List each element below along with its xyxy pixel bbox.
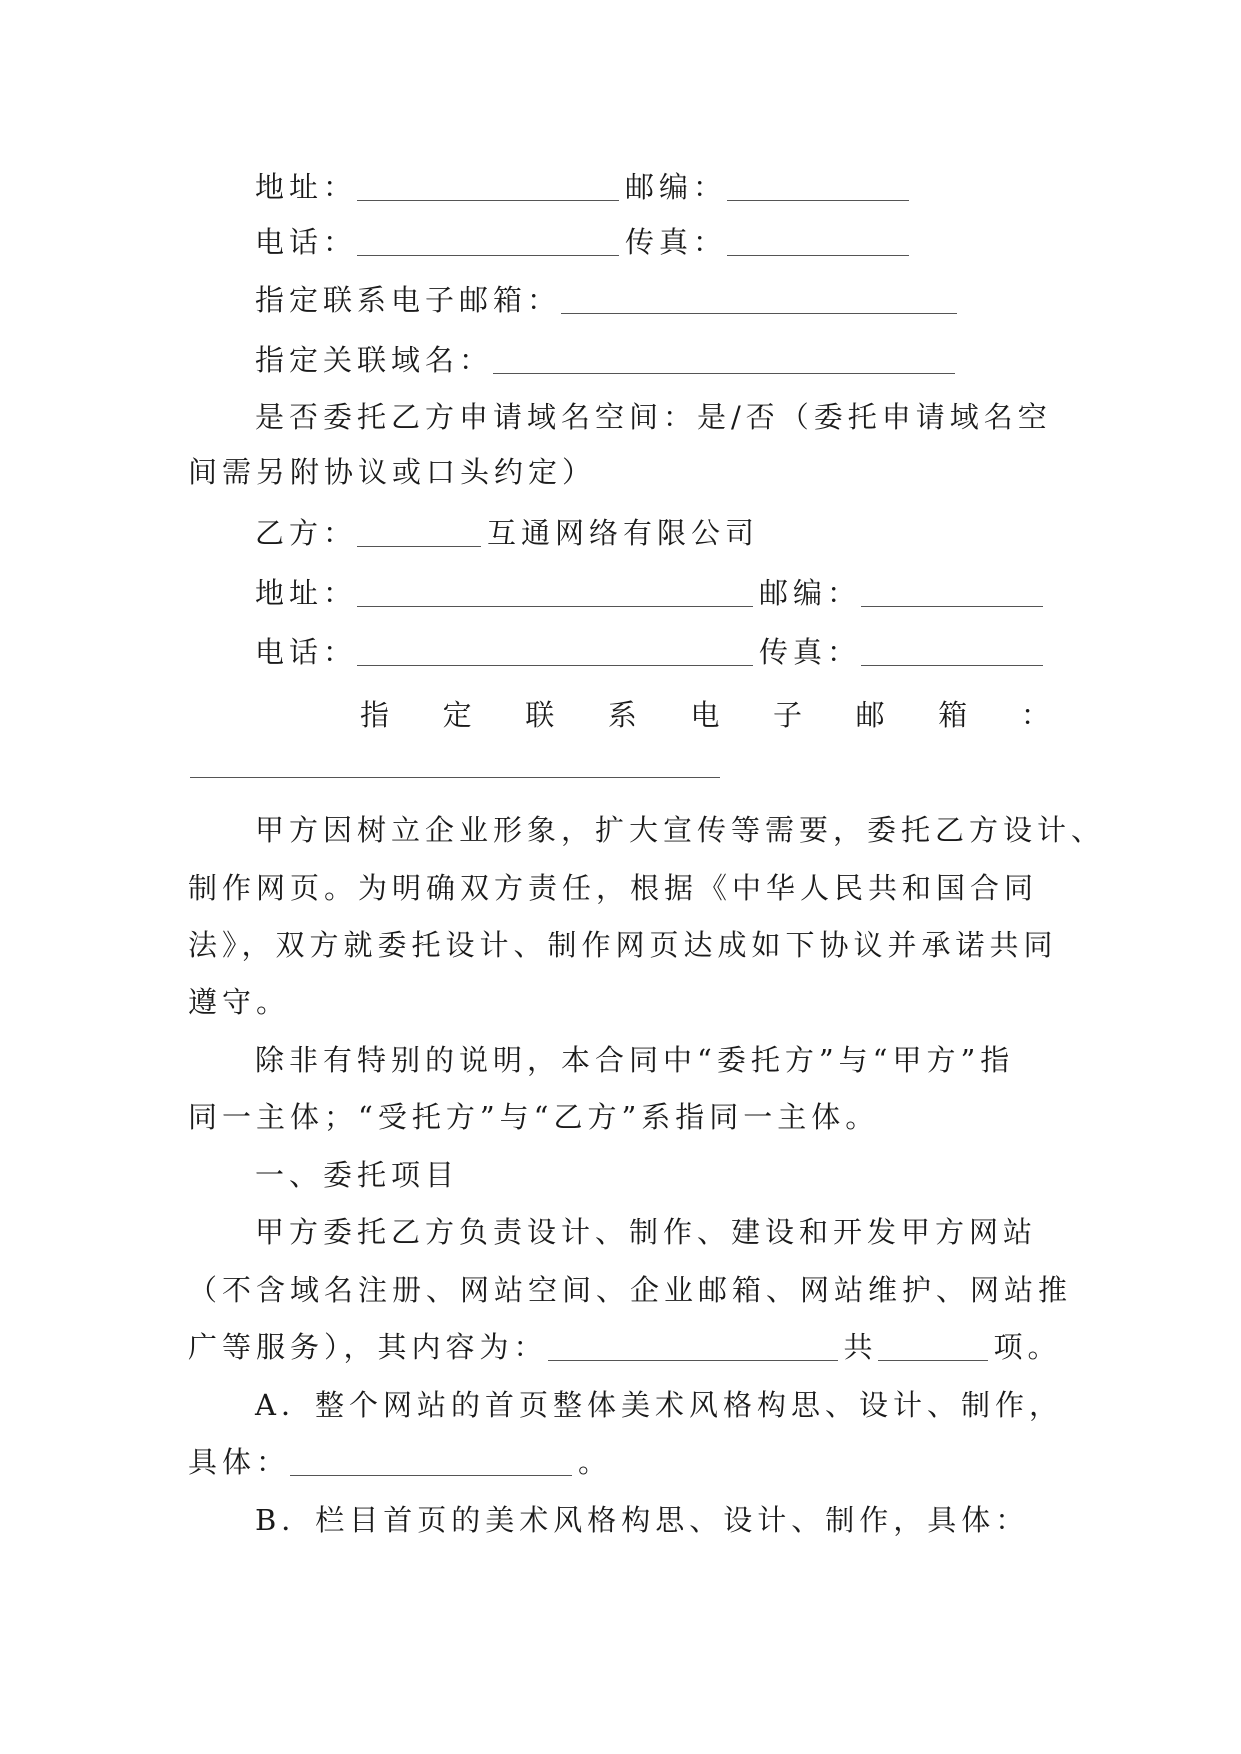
address-label: 地址： — [255, 170, 358, 204]
paragraph-1-line-1: 甲方因树立企业形象，扩大宣传等需要，委托乙方设计、 — [255, 813, 1106, 847]
party-b-name-blank[interactable] — [357, 545, 481, 547]
email-char: 箱 — [938, 698, 968, 732]
domain-label: 指定关联域名： — [255, 343, 494, 377]
domain-blank[interactable] — [493, 372, 955, 374]
party-b-name-line — [255, 513, 759, 553]
email-char: 定 — [442, 698, 472, 732]
paragraph-3-line-1: 甲方委托乙方负责设计、制作、建设和开发甲方网站 — [255, 1215, 1038, 1249]
items-label: 项。 — [993, 1330, 1062, 1364]
item-a-blank[interactable] — [290, 1474, 572, 1476]
email-label: 指定联系电子邮箱： — [255, 283, 562, 317]
item-a-specific-label: 具体： — [188, 1445, 291, 1479]
phone-label: 电话： — [255, 225, 358, 259]
email-char: 邮 — [855, 698, 885, 732]
fax-label: 传真： — [625, 225, 728, 259]
email-char: 子 — [773, 698, 803, 732]
postcode-label: 邮编： — [759, 576, 862, 610]
paragraph-2-line-2: 同一主体；“受托方”与“乙方”系指同一主体。 — [188, 1100, 880, 1134]
address-blank[interactable] — [357, 605, 753, 607]
paragraph-1-line-2: 制作网页。为明确双方责任，根据《中华人民共和国合同 — [188, 871, 1039, 905]
section-1-heading: 一、委托项目 — [255, 1158, 460, 1192]
email-char: 指 — [360, 698, 390, 732]
content-blank[interactable] — [548, 1359, 838, 1361]
content-label: 广等服务），其内容为： — [188, 1330, 548, 1364]
postcode-blank[interactable] — [727, 199, 909, 201]
item-a-period: 。 — [578, 1445, 613, 1479]
count-blank[interactable] — [878, 1359, 988, 1361]
email-char: 电 — [690, 698, 720, 732]
paragraph-2-line-1: 除非有特别的说明，本合同中“委托方”与“甲方”指 — [255, 1043, 1015, 1077]
party-b-address-line — [255, 573, 1049, 613]
party-b-email-label-spread — [360, 695, 1050, 735]
item-a-line-1: A．整个网站的首页整体美术风格构思、设计、制作， — [255, 1388, 1063, 1422]
fax-label: 传真： — [759, 635, 862, 669]
phone-blank[interactable] — [357, 664, 753, 666]
paragraph-3-line-3 — [188, 1327, 1062, 1367]
party-a-email-line — [255, 280, 963, 320]
phone-blank[interactable] — [357, 254, 619, 256]
party-b-phone-line — [255, 632, 1049, 672]
email-char: 联 — [525, 698, 555, 732]
entrust-line-1: 是否委托乙方申请域名空间：是/否（委托申请域名空 — [255, 400, 1052, 434]
paragraph-1-line-3: 法》，双方就委托设计、制作网页达成如下协议并承诺共同 — [188, 928, 1058, 962]
fax-blank[interactable] — [727, 254, 909, 256]
phone-label: 电话： — [255, 635, 358, 669]
postcode-label: 邮编： — [625, 170, 728, 204]
item-b-line-1: B．栏目首页的美术风格构思、设计、制作，具体： — [255, 1503, 1030, 1537]
entrust-line-2: 间需另附协议或口头约定） — [188, 455, 597, 489]
party-b-company-suffix: 互通网络有限公司 — [487, 516, 760, 550]
party-b-email-blank[interactable] — [190, 777, 720, 778]
total-label: 共 — [843, 1330, 878, 1364]
address-blank[interactable] — [357, 199, 619, 201]
party-a-phone-line — [255, 222, 915, 262]
email-blank[interactable] — [561, 312, 957, 314]
email-char: ： — [1020, 698, 1050, 732]
paragraph-1-line-4: 遵守。 — [188, 985, 291, 1019]
address-label: 地址： — [255, 576, 358, 610]
fax-blank[interactable] — [861, 664, 1043, 666]
party-b-label: 乙方： — [255, 516, 358, 550]
party-a-domain-line — [255, 340, 961, 380]
postcode-blank[interactable] — [861, 605, 1043, 607]
email-char: 系 — [607, 698, 637, 732]
paragraph-3-line-2: （不含域名注册、网站空间、企业邮箱、网站维护、网站推 — [188, 1273, 1073, 1307]
item-a-line-2 — [188, 1442, 612, 1482]
party-a-address-line — [255, 167, 915, 207]
